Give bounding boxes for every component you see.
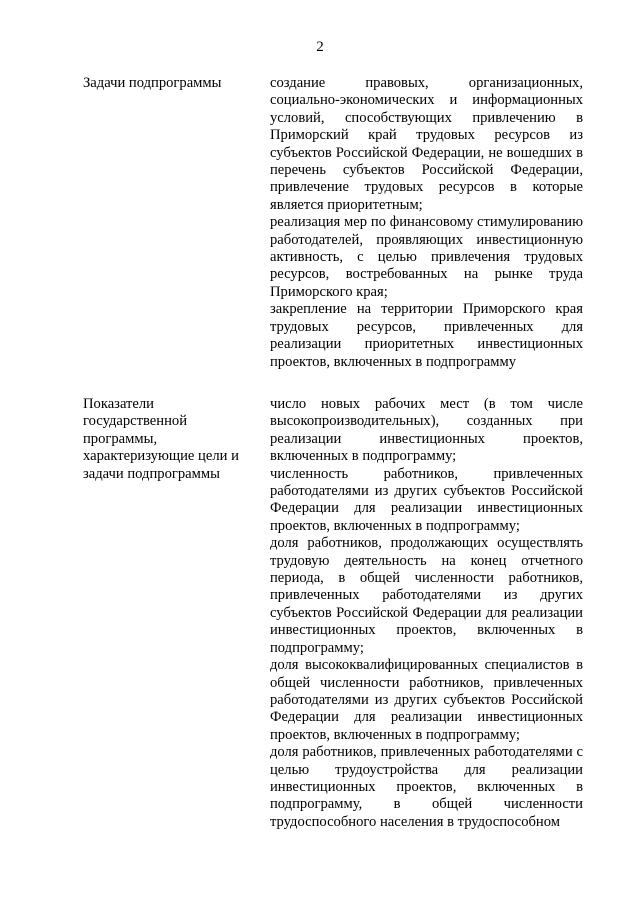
paragraph: число новых рабочих мест (в том числе высокопроизводительных), созданных при реализации инвестиционных проектов, включенных в подпрограмму; bbox=[270, 396, 583, 465]
section-label: Показатели государственной программы, характеризующие цели и задачи подпрограммы bbox=[83, 396, 239, 482]
paragraph: закрепление на территории Приморского края трудовых ресурсов, привлеченных для реализации приоритетных инвестиционных проектов, включенных в подпрограмму bbox=[270, 301, 583, 370]
section-label: Задачи подпрограммы bbox=[83, 75, 222, 91]
paragraph: создание правовых, организационных, социально-экономических и информационных условий, способствующих привлечению в Приморский край трудовых ресурсов из субъектов Российской Федерации, не вошедших в перечень субъектов Российской Федерации, привлечение трудовых ресурсов в которые является приоритетным; bbox=[270, 75, 583, 213]
paragraph: доля работников, привлеченных работодателями с целью трудоустройства для реализации инвестиционных проектов, включенных в подпрограмму, в общей численности трудоспособного населения в трудоспособном bbox=[270, 744, 583, 830]
paragraph: доля высококвалифицированных специалистов в общей численности работников, привлеченных работодателями из других субъектов Российской Федерации для реализации инвестиционных проектов, включенных в подпрограмму; bbox=[270, 657, 583, 743]
paragraph: реализация мер по финансовому стимулированию работодателей, проявляющих инвестиционную активность, с целью привлечения трудовых ресурсов, востребованных на рынке труда Приморского края; bbox=[270, 214, 583, 300]
section-content bbox=[270, 396, 583, 831]
paragraph: численность работников, привлеченных работодателями из других субъектов Российской Федерации для реализации инвестиционных проектов, включенных в подпрограмму; bbox=[270, 465, 583, 534]
section-content bbox=[270, 75, 583, 371]
page-number: 2 bbox=[316, 39, 324, 55]
paragraph: доля работников, продолжающих осуществлять трудовую деятельность на конец отчетного периода, в общей численности работников, привлеченных работодателями из других субъектов Российской Федерации для реализации инвестиционных проектов, включенных в подпрограмму; bbox=[270, 535, 583, 656]
